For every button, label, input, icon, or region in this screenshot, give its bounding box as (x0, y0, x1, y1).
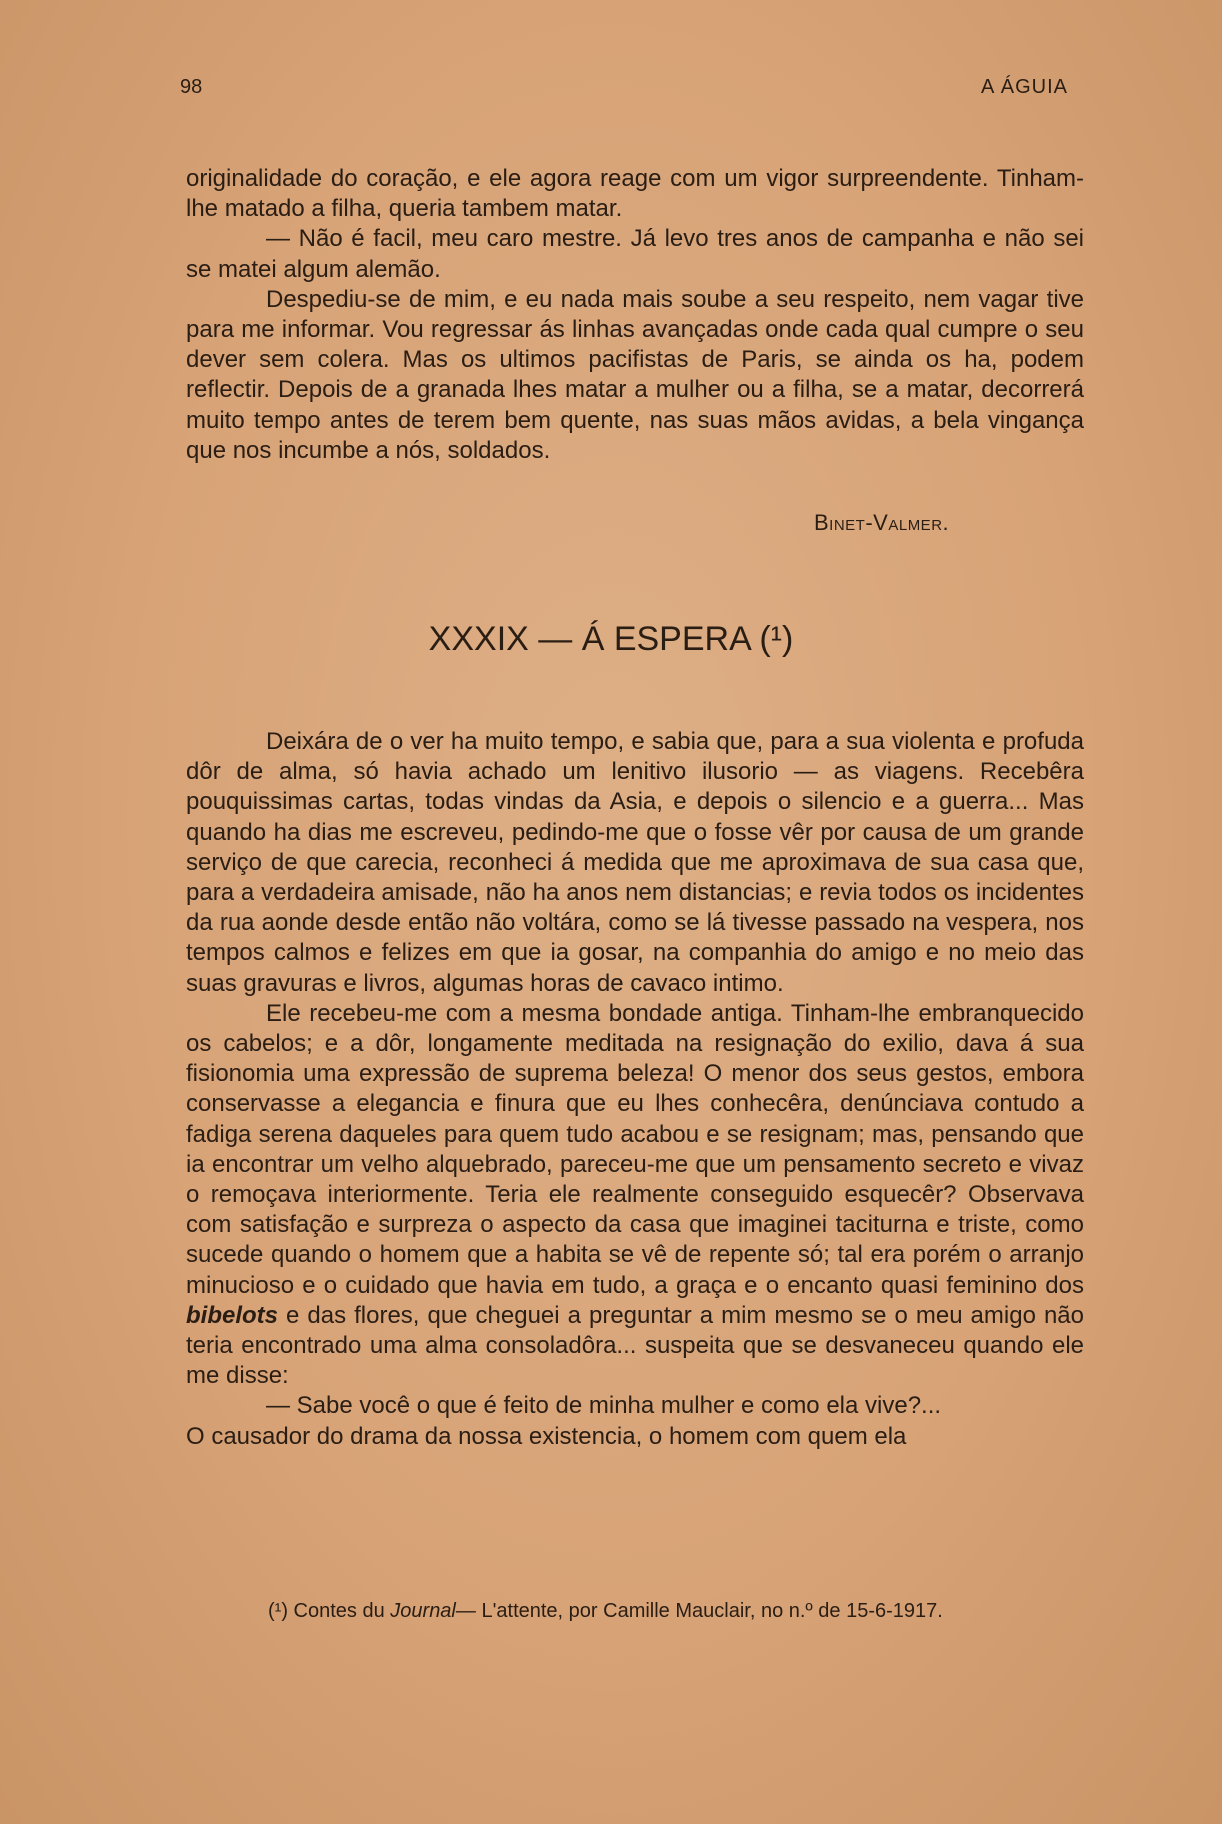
page-header (180, 76, 1068, 106)
footnote-text: Contes du (287, 1600, 391, 1622)
author-signature: Binet-Valmer. (814, 510, 950, 535)
paragraph: Deixára de o ver ha muito tempo, e sabia que, para a sua violenta e profuda dôr de alma, só havia achado um lenitivo ilusorio — as viagens. Recebêra pouquissimas cartas, todas vindas da Asia, e depois o silencio e a guerra... Mas quando ha dias me escreveu, pedindo-me que o fosse vêr por causa de um grande serviço de que carecia, reconheci á medida que me aproximava de sua casa que, para a verdadeira amisade, não ha anos nem distancias; e revia todos os incidentes da rua aonde desde então não voltára, como se lá tivesse passado na vespera, nos tempos calmos e felizes em que ia gosar, na companhia do amigo e no meio das suas gravuras e livros, algumas horas de cavaco intimo. (186, 728, 1084, 997)
footnote (268, 1600, 1088, 1623)
paragraph-text: Ele recebeu-me com a mesma bondade antiga. Tinham-lhe embranquecido os cabelos; e a dôr, longamente meditada na resignação do exilio, dava á sua fisionomia uma expressão de suprema beleza! O menor dos seus gestos, embora conservasse a elegancia e finura que eu lhes conhecêra, denúnciava contudo a fadiga serena daqueles para quem tudo acabou e se resignam; mas, pensando que ia encontrar um velho alquebrado, pareceu-me que um pensamento secreto e vivaz o remoçava interiormente. Teria ele realmente conseguido esquecêr? Observava com satisfação e surpreza o aspecto da casa que imaginei taciturna e triste, como sucede quando o homem que a habita se vê de repente só; tal era porém o arranjo minucioso e o cuidado que havia em tudo, a graça e o encanto quasi feminino dos (186, 999, 1084, 1299)
paragraph: O causador do drama da nossa existencia, o homem com quem ela (186, 1422, 907, 1450)
footnote-text: — L'attente, por Camille Mauclair, no n.º de 15-6-1917. (455, 1600, 943, 1622)
top-text-block (186, 164, 1084, 466)
running-head: A ÁGUIA (980, 76, 1068, 98)
footnote-italic: Journal (390, 1600, 456, 1622)
footnote-marker: (¹) (759, 620, 794, 658)
main-text-block (186, 727, 1084, 1452)
chapter-title-text: XXXIX — Á ESPERA (428, 620, 750, 658)
paragraph: Despediu-se de mim, e eu nada mais soube a seu respeito, nem vagar tive para me informar. Vou regressar ás linhas avançadas onde cada qual cumpre o seu dever sem colera. Mas os ultimos pacifistas de Paris, se ainda os ha, podem reflectir. Depois de a granada lhes matar a mulher ou a filha, se a matar, decorrerá muito tempo antes de terem bem quente, nas suas mãos avidas, a bela vingança que nos incumbe a nós, soldados. (186, 285, 1084, 464)
chapter-title (0, 620, 1222, 659)
footnote-mark: (¹) (268, 1600, 288, 1622)
paragraph: originalidade do coração, e ele agora reage com um vigor surpreendente. Tinham-lhe matado a filha, queria tambem matar. (186, 165, 1084, 223)
page-number: 98 (180, 76, 203, 98)
paragraph: — Não é facil, meu caro mestre. Já levo tres anos de campanha e não sei se matei algum alemão. (186, 225, 1084, 283)
italic-word: bibelots (186, 1301, 279, 1329)
paragraph (186, 999, 1084, 1392)
paragraph-text: e das flores, que cheguei a preguntar a mim mesmo se o meu amigo não teria encontrado uma alma consoladôra... suspeita que se desvaneceu quando ele me disse: (186, 1301, 1084, 1390)
paragraph: — Sabe você o que é feito de minha mulher e como ela vive?... (266, 1392, 942, 1420)
